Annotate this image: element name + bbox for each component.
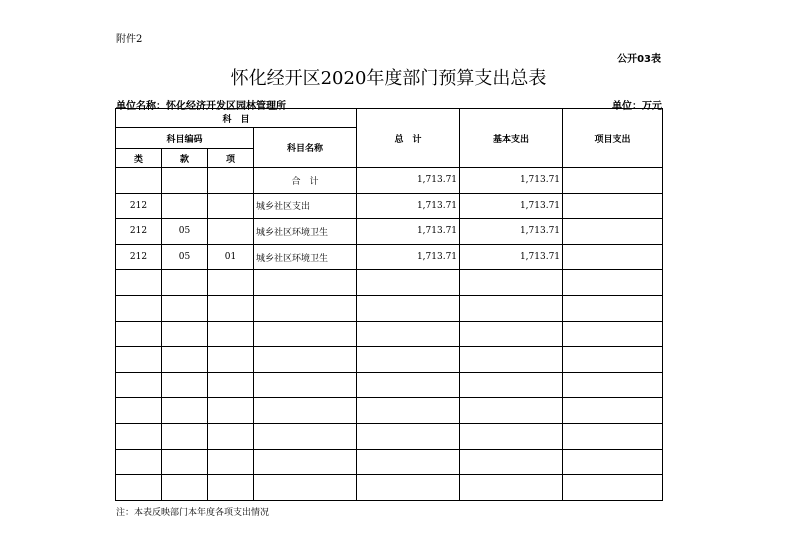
cell-name [254, 423, 357, 449]
cell-xiang [208, 398, 254, 424]
cell-kuan [162, 193, 208, 219]
cell-total [357, 423, 460, 449]
cell-lei [116, 398, 162, 424]
page-title: 怀化经开区2020年度部门预算支出总表 [230, 68, 547, 89]
table-row [116, 398, 663, 424]
table-row [116, 270, 663, 296]
cell-project [563, 321, 663, 347]
cell-total [357, 270, 460, 296]
cell-project [563, 219, 663, 245]
cell-basic: 1,713.71 [460, 193, 563, 219]
unit-name: 单位名称：怀化经济开发区园林管理所 [116, 101, 286, 112]
cell-project [563, 168, 663, 194]
cell-basic [460, 270, 563, 296]
cell-lei [116, 295, 162, 321]
cell-total: 1,713.71 [357, 244, 460, 270]
header-subject: 科 目 [116, 109, 357, 128]
cell-total [357, 449, 460, 475]
cell-xiang [208, 193, 254, 219]
cell-kuan [162, 168, 208, 194]
cell-total: 1,713.71 [357, 168, 460, 194]
cell-basic [460, 449, 563, 475]
cell-xiang [208, 423, 254, 449]
cell-name [254, 321, 357, 347]
cell-name: 城乡社区环境卫生 [254, 219, 357, 245]
header-subject-name: 科目名称 [254, 128, 357, 168]
header-kuan: 款 [162, 149, 208, 168]
table-row [116, 372, 663, 398]
cell-basic: 1,713.71 [460, 219, 563, 245]
table-row [116, 244, 663, 270]
cell-kuan [162, 321, 208, 347]
cell-project [563, 295, 663, 321]
table-row [116, 295, 663, 321]
cell-lei [116, 423, 162, 449]
cell-basic [460, 423, 563, 449]
cell-total [357, 398, 460, 424]
cell-project [563, 244, 663, 270]
table-row [116, 193, 663, 219]
table-row [116, 219, 663, 245]
table-row [116, 168, 663, 194]
cell-basic [460, 372, 563, 398]
cell-xiang: 01 [208, 244, 254, 270]
header-total: 总 计 [357, 109, 460, 168]
header-xiang: 项 [208, 149, 254, 168]
cell-lei [116, 475, 162, 501]
cell-name: 城乡社区环境卫生 [254, 244, 357, 270]
cell-lei: 212 [116, 219, 162, 245]
table-row [116, 475, 663, 501]
cell-total [357, 321, 460, 347]
cell-project [563, 193, 663, 219]
cell-name: 城乡社区支出 [254, 193, 357, 219]
cell-kuan [162, 372, 208, 398]
table-row [116, 423, 663, 449]
table-code: 公开03表 [617, 54, 661, 65]
cell-kuan [162, 423, 208, 449]
cell-name [254, 449, 357, 475]
cell-basic [460, 398, 563, 424]
cell-basic [460, 295, 563, 321]
cell-xiang [208, 449, 254, 475]
cell-lei [116, 321, 162, 347]
cell-total [357, 475, 460, 501]
cell-basic [460, 475, 563, 501]
header-project: 项目支出 [563, 109, 663, 168]
cell-total [357, 347, 460, 373]
cell-project [563, 423, 663, 449]
footnote: 注：本表反映部门本年度各项支出情况 [116, 508, 270, 518]
cell-kuan [162, 398, 208, 424]
cell-name [254, 398, 357, 424]
header-basic: 基本支出 [460, 109, 563, 168]
cell-basic: 1,713.71 [460, 244, 563, 270]
budget-table [115, 108, 663, 501]
attachment-label: 附件2 [116, 34, 143, 45]
cell-kuan [162, 347, 208, 373]
cell-total [357, 295, 460, 321]
cell-name [254, 270, 357, 296]
cell-kuan [162, 270, 208, 296]
cell-total: 1,713.71 [357, 193, 460, 219]
table-row [116, 347, 663, 373]
cell-total: 1,713.71 [357, 219, 460, 245]
cell-name [254, 295, 357, 321]
cell-name [254, 475, 357, 501]
table-row [116, 321, 663, 347]
cell-lei: 212 [116, 193, 162, 219]
cell-name [254, 347, 357, 373]
cell-basic [460, 321, 563, 347]
cell-name: 合 计 [254, 168, 357, 194]
cell-xiang [208, 475, 254, 501]
cell-project [563, 372, 663, 398]
cell-name [254, 372, 357, 398]
cell-project [563, 475, 663, 501]
cell-kuan [162, 295, 208, 321]
cell-basic [460, 347, 563, 373]
cell-basic: 1,713.71 [460, 168, 563, 194]
cell-project [563, 398, 663, 424]
header-row-1 [116, 109, 663, 128]
cell-xiang [208, 372, 254, 398]
cell-lei [116, 270, 162, 296]
cell-kuan [162, 475, 208, 501]
cell-kuan [162, 449, 208, 475]
cell-lei [116, 372, 162, 398]
header-lei: 类 [116, 149, 162, 168]
cell-xiang [208, 219, 254, 245]
cell-lei [116, 168, 162, 194]
unit-label: 单位：万元 [612, 101, 662, 112]
cell-xiang [208, 321, 254, 347]
cell-xiang [208, 270, 254, 296]
cell-lei [116, 449, 162, 475]
table-row [116, 449, 663, 475]
cell-kuan: 05 [162, 219, 208, 245]
cell-project [563, 270, 663, 296]
cell-lei: 212 [116, 244, 162, 270]
cell-lei [116, 347, 162, 373]
cell-project [563, 449, 663, 475]
cell-total [357, 372, 460, 398]
cell-xiang [208, 295, 254, 321]
cell-kuan: 05 [162, 244, 208, 270]
cell-xiang [208, 347, 254, 373]
header-subject-code: 科目编码 [116, 128, 254, 149]
cell-xiang [208, 168, 254, 194]
cell-project [563, 347, 663, 373]
